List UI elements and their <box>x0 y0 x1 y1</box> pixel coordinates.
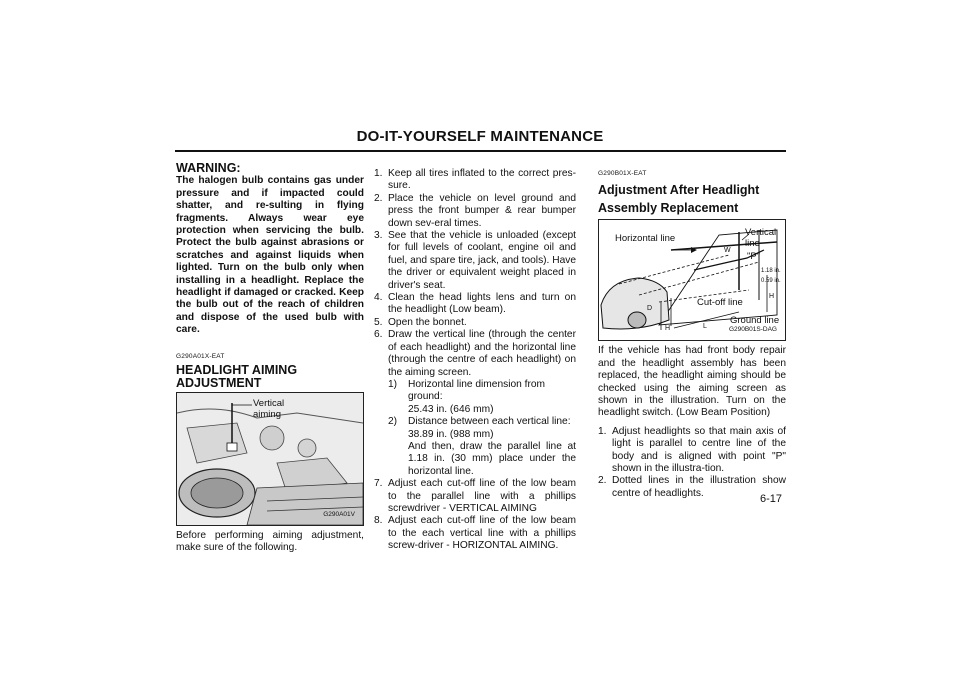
steps-list-continued <box>374 478 576 552</box>
section-code: G290B01X-EAT <box>598 170 647 177</box>
label-cutoff-line: Cut-off line <box>697 297 743 309</box>
label-ground-line: Ground line <box>730 315 780 327</box>
engine-bay-figure <box>176 392 364 526</box>
intro-text: Before performing aiming adjustment, make sure of the following. <box>176 529 364 554</box>
sub-step-2: 2) Distance between each vertical line: 38.89 in. (988 mm) And then, draw the parallel line at 1.18 in. (30 mm) place under the horizontal line. <box>388 416 576 477</box>
section-code: G290A01X-EAT <box>176 352 225 360</box>
label-l: L <box>703 323 707 331</box>
section-title: Adjustment After Headlight Assembly Replacement <box>598 183 760 216</box>
page-number: 6-17 <box>760 493 783 505</box>
sub-step-1: 1) Horizontal line dimension from ground: 25.43 in. (646 mm) <box>388 378 546 415</box>
column-left <box>176 158 364 555</box>
figure-code: G290B01S-DAG <box>728 326 777 333</box>
list-item: 7. Adjust each cut-off line of the low beam to the parallel line with a phillips screwdriver - VERTICAL AIMING <box>374 478 576 514</box>
label-h-left: H <box>665 325 671 333</box>
label-h-right: H <box>769 293 775 301</box>
list-item: 5. Open the bonnet. <box>374 316 467 328</box>
label-d: D <box>647 305 653 313</box>
page-header: DO-IT-YOURSELF MAINTENANCE <box>356 128 604 145</box>
label-dim-1: 1.18 in. <box>761 268 781 275</box>
aiming-screen-figure <box>598 219 786 341</box>
figure-label-vertical: Vertical <box>253 397 285 409</box>
label-dim-2: 0.59 in. <box>761 278 781 285</box>
steps-list <box>598 426 786 500</box>
label-point-p: "P" <box>747 251 761 263</box>
list-item: 8. Adjust each cut-off line of the low beam to the each vertical line with a phillips screw-driver - HORIZONTAL AIMING. <box>374 515 576 552</box>
intro-text: If the vehicle has had front body repair and the headlight assembly has been replaced, the headlight aiming should be checked using the aiming screen as shown in the illustration. Turn on the headlight switch. (Low Beam Position) <box>598 345 786 419</box>
sub-steps <box>374 379 576 478</box>
list-item: 4. Clean the head lights lens and turn on the headlight (Low beam). <box>374 292 576 316</box>
warning-body: The halogen bulb contains gas under pressure and if impacted could shatter, and re-sulting in flying fragments. Always wear eye protection when servicing the bulb. Protect the bulb against abrasions or scratches and against liquids when lighted. Turn on the bulb only when installing in a headlight. Replace the headlight if damaged or cracked. Keep the bulb out of the reach of children and dispose of the used bulb with care. <box>176 175 364 336</box>
figure-code: G290A01V <box>323 510 355 518</box>
label-horizontal-line: Horizontal line <box>615 233 676 245</box>
label-line: line <box>745 238 760 250</box>
section-title: HEADLIGHT AIMING ADJUSTMENT <box>176 363 298 390</box>
figure-label-aiming: aiming <box>253 408 281 420</box>
list-item: 2. Place the vehicle on level ground and press the front bumper & rear bumper down sev-eral times. <box>374 192 576 229</box>
steps-list <box>374 168 576 379</box>
column-right <box>598 158 786 500</box>
label-w: W <box>724 247 731 255</box>
warning-title: WARNING: <box>176 161 241 175</box>
label-vertical: Vertical <box>745 227 777 239</box>
header-rule <box>175 150 786 152</box>
list-item: 2. Dotted lines in the illustration show centre of headlights. <box>598 475 786 499</box>
column-middle <box>374 158 576 553</box>
list-item: 3. See that the vehicle is unloaded (except for full levels of coolant, engine oil and fuel, and spare tire, jack, and tools). Have the driver or equivalent weight placed in driver's seat. <box>374 230 577 291</box>
list-item: 1. Keep all tires inflated to the correct pres-sure. <box>374 168 576 192</box>
list-item: 6. Draw the vertical line (through the center of each headlight) and the horizontal line (through the centre of each headlight) on the aiming screen. <box>374 329 576 378</box>
list-item: 1. Adjust headlights so that main axis of light is parallel to centre line of the body and is aligned with point "P" shown in the illustra-tion. <box>598 425 786 475</box>
